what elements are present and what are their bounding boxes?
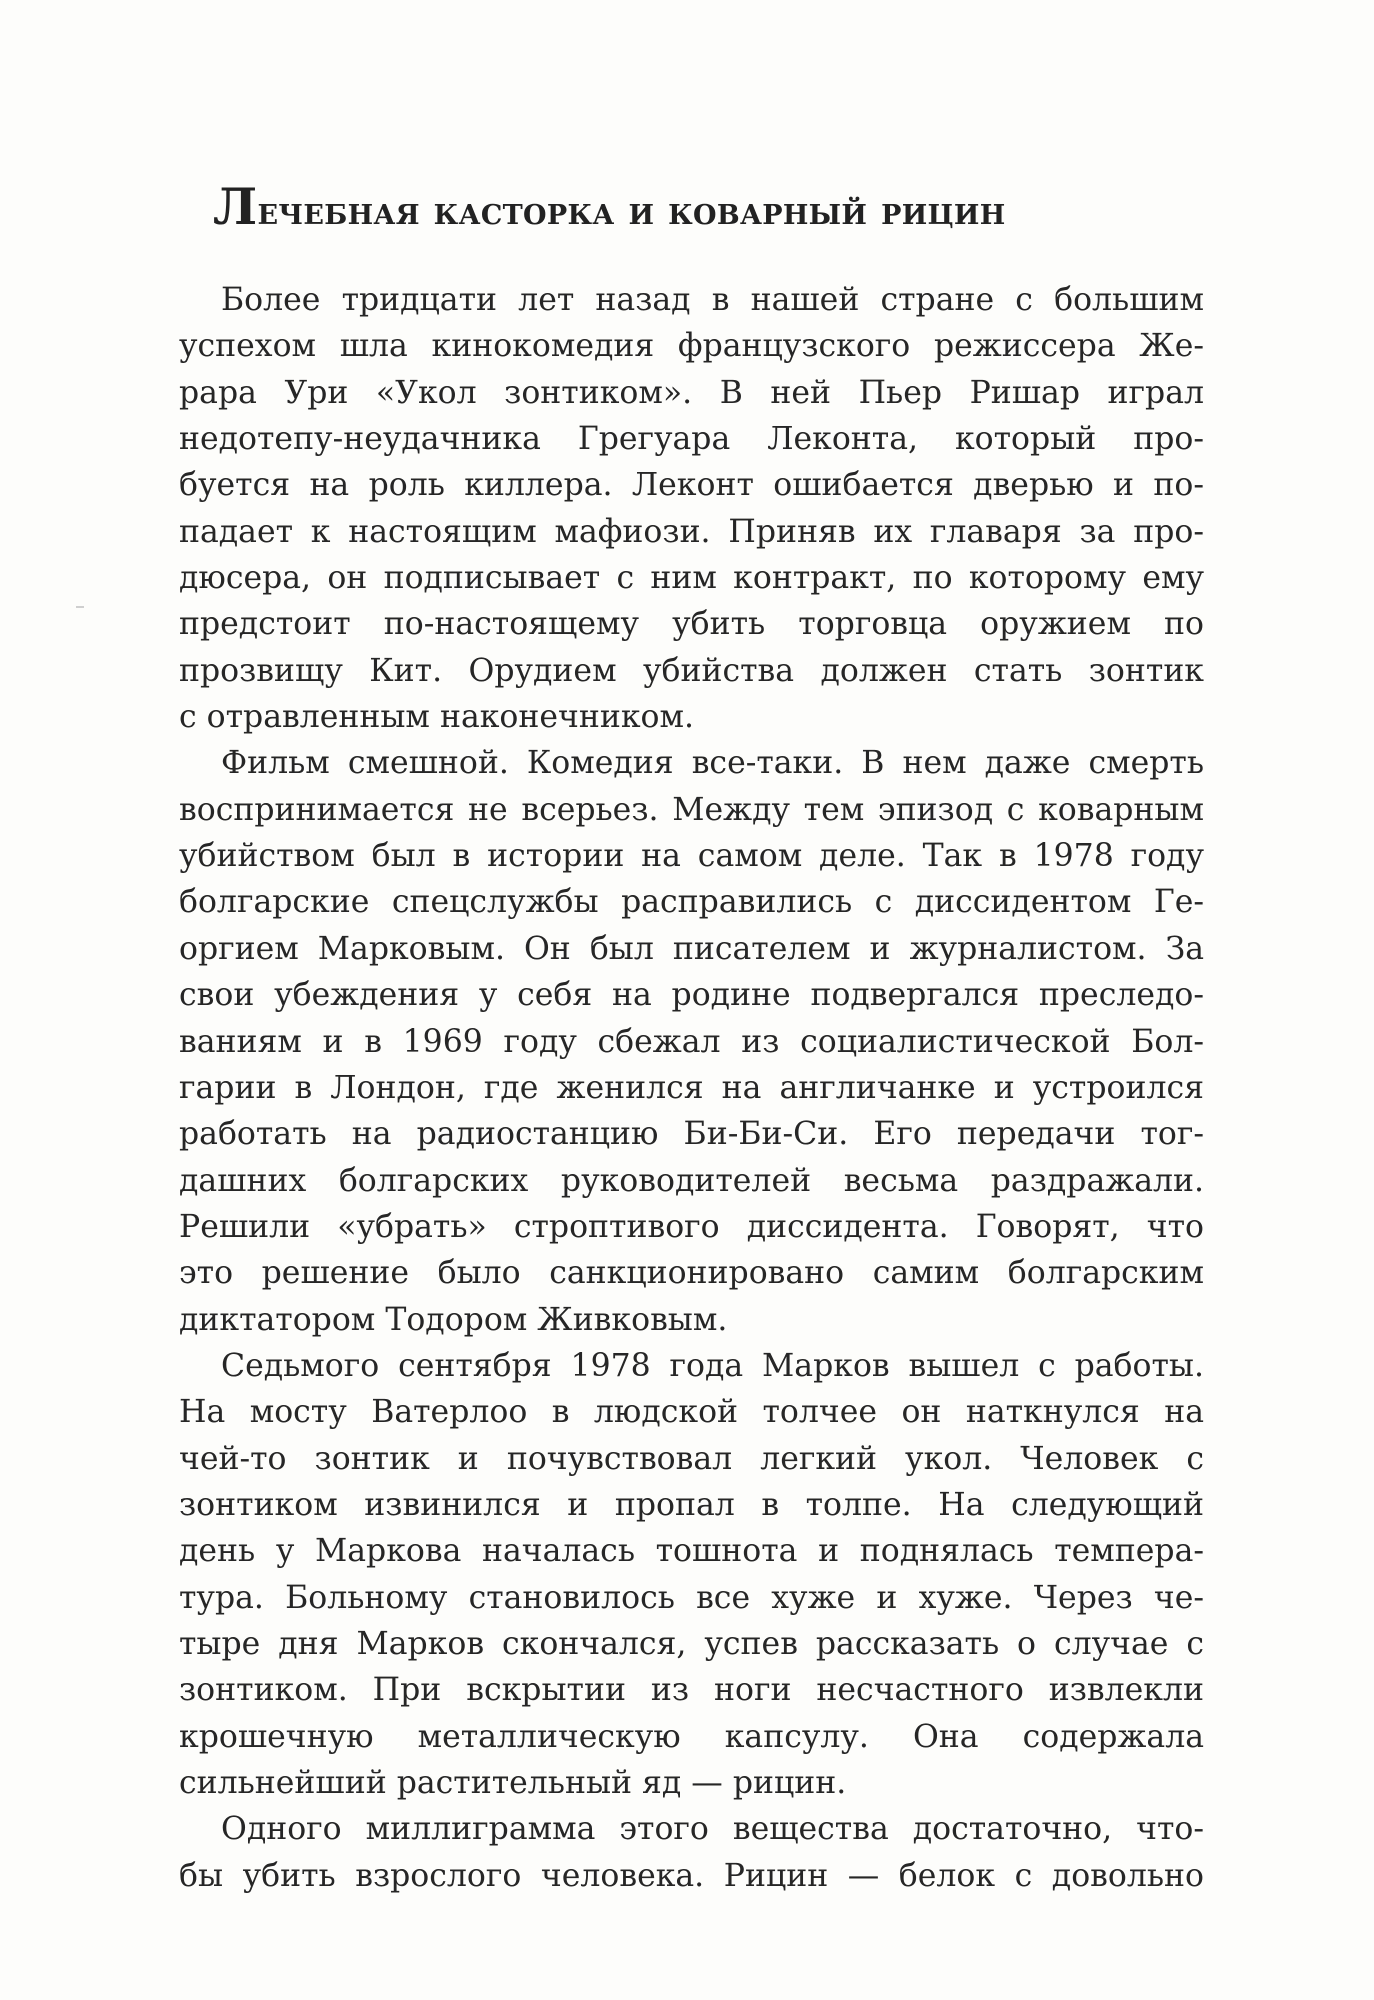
text-line: Одного миллиграмма этого вещества достаточно, что- xyxy=(221,1811,1204,1848)
text-line: тыре дня Марков скончался, успев рассказать о случае с xyxy=(179,1625,1204,1662)
text-line: дюсера, он подписывает с ним контракт, по которому ему xyxy=(179,560,1204,597)
text-line: предстоит по-настоящему убить торговца оружием по xyxy=(179,606,1204,643)
paragraph xyxy=(179,740,1204,1342)
text-line: Решили «убрать» строптивого диссидента. Говорят, что xyxy=(179,1208,1204,1245)
text-line: успехом шла кинокомедия французского режиссера Же- xyxy=(179,328,1204,365)
text-line: бы убить взрослого человека. Рицин — белок с довольно xyxy=(179,1857,1204,1894)
text-line: сильнейший растительный яд — рицин. xyxy=(179,1765,847,1801)
text-line: Более тридцати лет назад в нашей стране с большим xyxy=(221,282,1204,318)
text-line: это решение было санкционировано самим болгарским xyxy=(179,1255,1204,1292)
chapter-title xyxy=(213,177,1133,236)
text-line: гарии в Лондон, где женился на англичанке и устроился xyxy=(179,1069,1204,1106)
text-line: прозвищу Кит. Орудием убийства должен стать зонтик xyxy=(179,652,1204,689)
text-line: зонтиком. При вскрытии из ноги несчастного извлекли xyxy=(179,1672,1204,1709)
paragraph xyxy=(179,1806,1204,1899)
paragraph xyxy=(179,1343,1204,1806)
scan-speck xyxy=(76,606,84,608)
text-line: убийством был в истории на самом деле. Так в 1978 году xyxy=(179,838,1204,875)
chapter-title-rest: ечебная касторка и коварный рицин xyxy=(257,188,1006,234)
text-line: зонтиком извинился и пропал в толпе. На следующий xyxy=(179,1486,1204,1523)
text-line: день у Маркова началась тошнота и поднялась темпера- xyxy=(179,1533,1204,1570)
text-line: воспринимается не всерьез. Между тем эпизод с коварным xyxy=(179,791,1204,828)
text-line: буется на роль киллера. Леконт ошибается дверью и по- xyxy=(179,467,1204,504)
body-text xyxy=(179,277,1204,1899)
text-line: падает к настоящим мафиози. Приняв их главаря за про- xyxy=(179,513,1204,550)
text-line: дашних болгарских руководителей весьма раздражали. xyxy=(179,1162,1204,1199)
text-line: ваниям и в 1969 году сбежал из социалистической Бол- xyxy=(179,1023,1204,1060)
text-line: крошечную металлическую капсулу. Она содержала xyxy=(179,1718,1204,1755)
text-line: недотепу-неудачника Грегуара Леконта, который про- xyxy=(179,421,1204,458)
text-line: чей-то зонтик и почувствовал легкий укол. Человек с xyxy=(179,1440,1204,1477)
text-line: тура. Больному становилось все хуже и хуже. Через че- xyxy=(179,1579,1204,1616)
text-line: Седьмого сентября 1978 года Марков вышел с работы. xyxy=(221,1347,1204,1384)
chapter-title-initial: Л xyxy=(213,177,258,236)
text-line: работать на радиостанцию Би-Би-Си. Его передачи тог- xyxy=(179,1116,1204,1153)
text-line: оргием Марковым. Он был писателем и журналистом. За xyxy=(179,930,1204,967)
paragraph xyxy=(179,277,1204,740)
text-line: На мосту Ватерлоо в людской толчее он наткнулся на xyxy=(179,1394,1204,1431)
text-line: с отравленным наконечником. xyxy=(179,699,694,736)
text-line: рара Ури «Укол зонтиком». В ней Пьер Ришар играл xyxy=(179,374,1204,411)
text-line: диктатором Тодором Живковым. xyxy=(179,1301,728,1338)
text-line: Фильм смешной. Комедия все-таки. В нем даже смерть xyxy=(221,745,1204,782)
text-line: свои убеждения у себя на родине подвергался преследо- xyxy=(179,977,1204,1014)
text-line: болгарские спецслужбы расправились с диссидентом Ге- xyxy=(179,884,1204,921)
